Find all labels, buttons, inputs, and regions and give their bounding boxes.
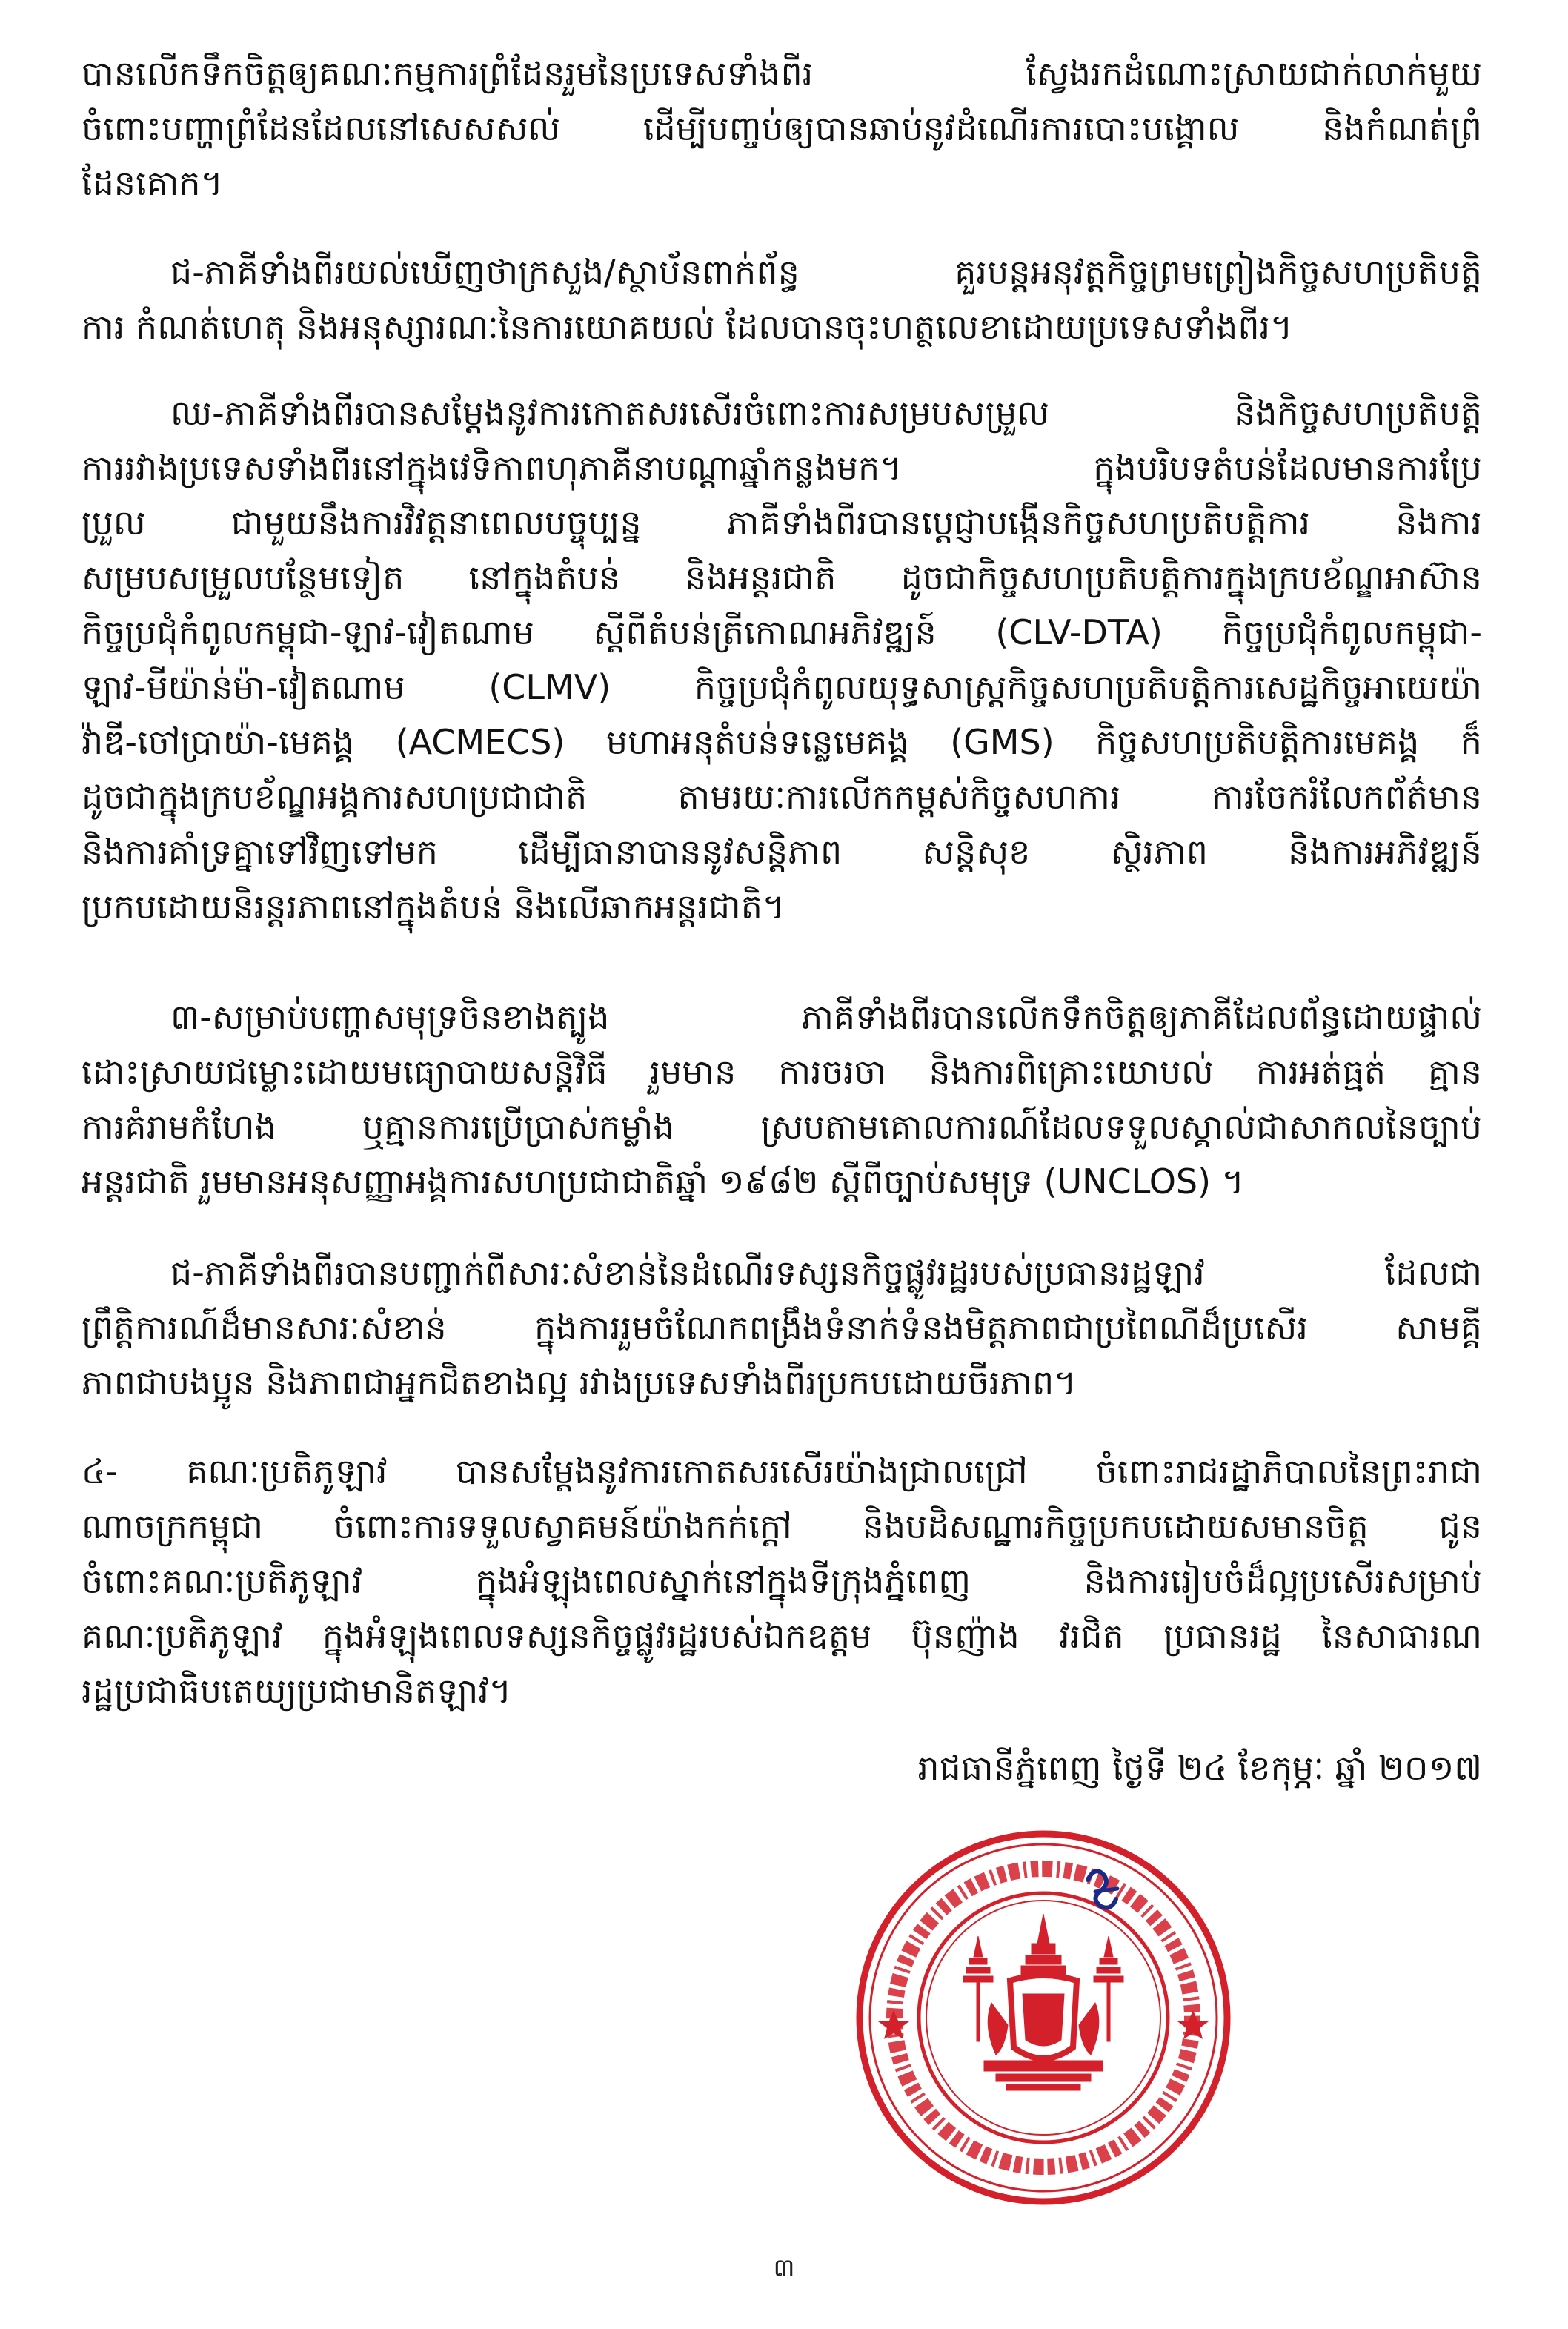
- text-line: ព្រឹត្តិការណ៍ដ៏មានសារៈសំខាន់ ក្នុងការរួមចំណែកពង្រឹងទំនាក់ទំនងមិត្តភាពជាប្រពៃណីដ៏ប្រសើរ សាមគ្គី: [82, 1308, 1482, 1348]
- text-line: ដូចជាក្នុងក្របខ័ណ្ឌអង្គការសហប្រជាជាតិ តាមរយៈការលើកកម្ពស់កិច្ចសហការ ការចែករំលែកព័ត៌មាន: [82, 777, 1482, 817]
- text-line: ដោះស្រាយជម្លោះដោយមធ្យោបាយសន្តិវិធី រួមមាន ការចរចា និងការពិគ្រោះយោបល់ ការអត់ធ្មត់ គ្មាន: [82, 1052, 1482, 1092]
- paragraph-south-china-sea: [82, 990, 1482, 1209]
- text-line: ជ-ភាគីទាំងពីរយល់ឃើញថាក្រសួង/ស្ថាប័នពាក់ព័ន្ធ គួរបន្តអនុវត្តកិច្ចព្រមព្រៀងកិច្ចសហប្រតិបត្តិ: [170, 252, 1482, 292]
- text-line: ណាចក្រកម្ពុជា ចំពោះការទទួលស្វាគមន៍យ៉ាងកក់ក្តៅ និងបដិសណ្ឋារកិច្ចប្រកបដោយសមានចិត្ត ជូន: [82, 1506, 1482, 1546]
- official-seal-icon: [851, 1825, 1236, 2210]
- text-line: ឡាវ-មីយ៉ាន់ម៉ា-វៀតណាម (CLMV) កិច្ចប្រជុំកំពូលយុទ្ធសាស្ត្រកិច្ចសហប្រតិបត្តិការសេដ្ឋកិច្ចអាយេយ៉ា: [82, 667, 1482, 707]
- text-line: ដែនគោក។: [82, 163, 223, 203]
- text-line: ៤- គណៈប្រតិភូឡាវ បានសម្តែងនូវការកោតសរសើរយ៉ាងជ្រាលជ្រៅ ចំពោះរាជរដ្ឋាភិបាលនៃព្រះរាជា: [82, 1451, 1482, 1491]
- text-line: ការ កំណត់ហេតុ និងអនុស្សារណៈនៃការយោគយល់ ដែលបានចុះហត្ថលេខាដោយប្រទេសទាំងពីរ។: [82, 307, 1293, 347]
- paragraph-border-commission: [82, 46, 1482, 211]
- paragraph-state-visit: [82, 1245, 1482, 1410]
- text-line: ប្រួល ជាមួយនឹងការវិវត្តនាពេលបច្ចុប្បន្ន ភាគីទាំងពីរបានប្តេជ្ញាបង្កើនកិច្ចសហប្រតិបត្តិការ និងការ: [82, 503, 1482, 543]
- text-line: ឈ-ភាគីទាំងពីរបានសម្តែងនូវការកោតសរសើរចំពោះការសម្របសម្រួល និងកិច្ចសហប្រតិបត្តិ: [170, 393, 1482, 433]
- text-line: ៣-សម្រាប់បញ្ហាសមុទ្រចិនខាងត្បូង ភាគីទាំងពីរបានលើកទឹកចិត្តឲ្យភាគីដែលព័ន្ធដោយផ្ទាល់: [170, 997, 1482, 1037]
- text-line: ជ-ភាគីទាំងពីរបានបញ្ជាក់ពីសារៈសំខាន់នៃដំណើរទស្សនកិច្ចផ្លូវរដ្ឋរបស់ប្រធានរដ្ឋឡាវ ដែលជា: [170, 1253, 1482, 1293]
- text-line: ការគំរាមកំហែង ឬគ្មានការប្រើប្រាស់កម្លាំង ស្របតាមគោលការណ៍ដែលទទួលស្គាល់ជាសាកលនៃច្បាប់: [82, 1107, 1482, 1147]
- text-line: វ៉ាឌី-ចៅប្រាយ៉ា-មេគង្គ (ACMECS) មហាអនុតំបន់ទន្លេមេគង្គ (GMS) កិច្ចសហប្រតិបត្តិការមេគង្គ ក៏: [82, 722, 1482, 762]
- text-line: ប្រកបដោយនិរន្តរភាពនៅក្នុងតំបន់ និងលើឆាកអន្តរជាតិ។: [82, 887, 785, 927]
- paragraph-lao-delegation-thanks: [82, 1444, 1482, 1718]
- paragraph-multilateral-cooperation: [82, 385, 1482, 934]
- text-line: សម្របសម្រួលបន្ថែមទៀត នៅក្នុងតំបន់ និងអន្តរជាតិ ដូចជាកិច្ចសហប្រតិបត្តិការក្នុងក្របខ័ណ្ឌអាស៊ាន: [82, 557, 1482, 597]
- text-line: ចំពោះគណៈប្រតិភូឡាវ ក្នុងអំឡុងពេលស្នាក់នៅក្នុងទីក្រុងភ្នំពេញ និងការរៀបចំដ៏ល្អប្រសើរសម្រាប់: [82, 1561, 1482, 1601]
- text-line: បានលើកទឹកចិត្តឲ្យគណៈកម្មការព្រំដែនរួមនៃប្រទេសទាំងពីរ ស្វែងរកដំណោះស្រាយជាក់លាក់មួយ: [82, 53, 1482, 93]
- text-line: អន្តរជាតិ រួមមានអនុសញ្ញាអង្គការសហប្រជាជាតិឆ្នាំ ១៩៨២ ស្តីពីច្បាប់សមុទ្រ (UNCLOS) ។: [82, 1162, 1244, 1202]
- page-number: ៣: [773, 2253, 795, 2283]
- paragraph-ministries: [82, 245, 1482, 354]
- text-line: រដ្ឋប្រជាធិបតេយ្យប្រជាមានិតឡាវ។: [82, 1671, 512, 1711]
- text-line: ការរវាងប្រទេសទាំងពីរនៅក្នុងវេទិកាពហុភាគីនាបណ្តាឆ្នាំកន្លងមក។ ក្នុងបរិបទតំបន់ដែលមានការប្រែ: [82, 448, 1482, 488]
- text-line: ភាពជាបងប្អូន និងភាពជាអ្នកជិតខាងល្អ រវាងប្រទេសទាំងពីរប្រកបដោយចីរភាព។: [82, 1362, 1077, 1402]
- text-line: កិច្ចប្រជុំកំពូលកម្ពុជា-ឡាវ-វៀតណាម ស្តីពីតំបន់ត្រីកោណអភិវឌ្ឍន៍ (CLV-DTA) កិច្ចប្រជុំកំពូលកម្ពុជា-: [82, 612, 1482, 652]
- text-line: ចំពោះបញ្ហាព្រំដែនដែលនៅសេសសល់ ដើម្បីបញ្ចប់ឲ្យបានឆាប់នូវដំណើរការបោះបង្គោល និងកំណត់ព្រំ: [82, 108, 1482, 148]
- text-line: គណៈប្រតិភូឡាវ ក្នុងអំឡុងពេលទស្សនកិច្ចផ្លូវរដ្ឋរបស់ឯកឧត្តម ប៊ុនញ៉ាង វរជិត ប្រធានរដ្ឋ នៃសាធារណ: [82, 1616, 1482, 1656]
- date-place-line: រាជធានីភ្នំពេញ ថ្ងៃទី ២៤ ខែកុម្ភៈ ឆ្នាំ ២០១៧: [917, 1748, 1482, 1788]
- text-line: និងការគាំទ្រគ្នាទៅវិញទៅមក ដើម្បីធានាបាននូវសន្តិភាព សន្តិសុខ ស្ថិរភាព និងការអភិវឌ្ឍន៍: [82, 832, 1482, 872]
